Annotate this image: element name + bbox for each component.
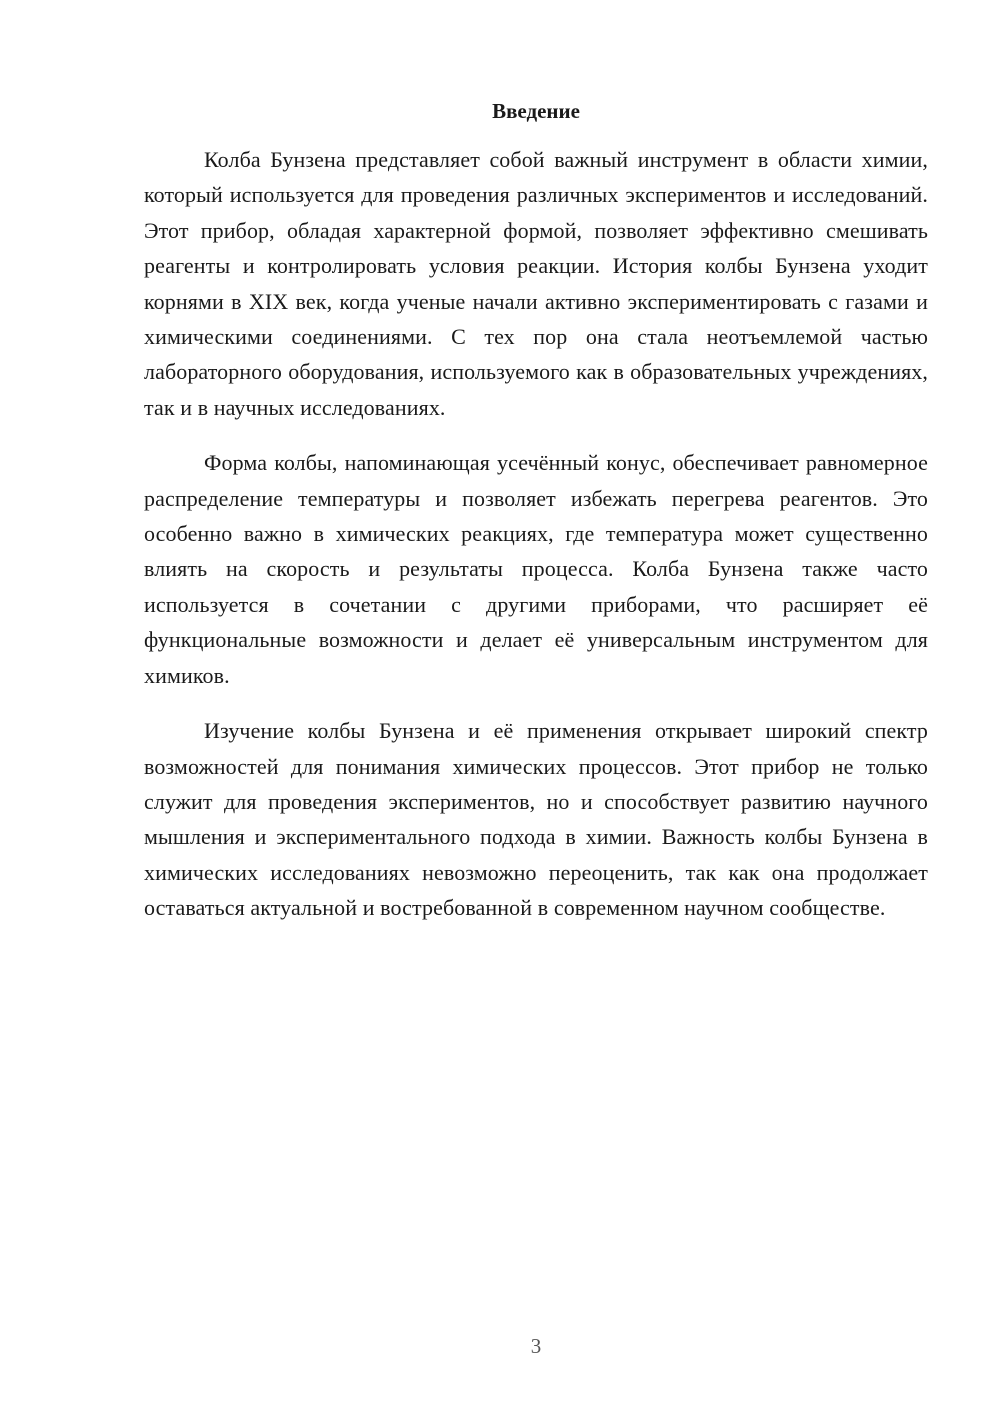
section-heading: Введение [492,99,580,123]
paragraph-1: Колба Бунзена представляет собой важный инструмент в области химии, который используется для проведения различных экспериментов и исследований. Этот прибор, обладая характерной формой, позволяет эффективно смешивать реагенты и контролировать условия реакции. История колбы Бунзена уходит корнями в XIX век, когда ученые начали активно экспериментировать с газами и химическими соединениями. С тех пор она стала неотъемлемой частью лабораторного оборудования, используемого как в образовательных учреждениях, так и в научных исследованиях. [144,147,928,420]
page-number: 3 [530,1334,542,1358]
paragraph-3: Изучение колбы Бунзена и её применения открывает широкий спектр возможностей для понимания химических процессов. Этот прибор не только служит для проведения экспериментов, но и способствует развитию научного мышления и экспериментального подхода в химии. Важность колбы Бунзена в химических исследованиях невозможно переоценить, так как она продолжает оставаться актуальной и востребованной в современном научном сообществе. [144,718,928,921]
paragraph-2: Форма колбы, напоминающая усечённый конус, обеспечивает равномерное распределение температуры и позволяет избежать перегрева реагентов. Это особенно важно в химических реакциях, где температура может существенно влиять на скорость и результаты процесса. Колба Бунзена также часто используется в сочетании с другими приборами, что расширяет её функциональные возможности и делает её универсальным инструментом для химиков. [144,450,928,688]
document-body [144,142,928,946]
